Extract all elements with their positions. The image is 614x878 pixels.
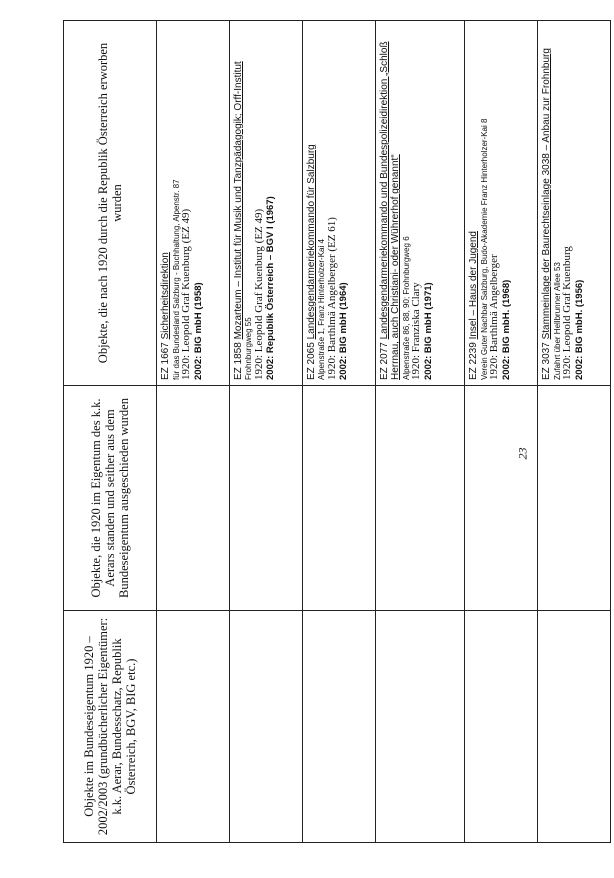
table-row <box>375 21 464 843</box>
cell-col1 <box>538 611 611 843</box>
ez-number: EZ 3037 <box>541 342 553 380</box>
cell-col1 <box>302 611 375 843</box>
object-address: Alpenstraße 86, 88, 90; Frohnburgweg 6 <box>401 236 411 380</box>
object-address: Zufahrt über Hellbrunner Allee 53 <box>552 262 562 380</box>
owner-2002: 2002: BIG mbH (1958) <box>192 282 204 380</box>
ez-number: EZ 2065 <box>305 342 317 380</box>
cell-col1 <box>229 611 302 843</box>
rotated-table-sheet <box>63 21 611 843</box>
cell-col2 <box>302 386 375 611</box>
acquired-entry <box>538 21 611 386</box>
owner-2002: 2002: BIG mbH. (1968) <box>500 279 512 380</box>
owner-1920: 1920: Leopold Graf Kuenburg <box>561 246 574 380</box>
object-name: Landesgendarmeriekommando für Salzburg <box>305 144 317 340</box>
cell-col2 <box>229 386 302 611</box>
acquired-entry <box>157 21 230 386</box>
table-row <box>157 21 230 843</box>
table-row <box>465 21 538 843</box>
ez-number: EZ 1858 <box>232 342 244 380</box>
cell-col2 <box>465 386 538 611</box>
table-row <box>302 21 375 843</box>
owner-2002: 2002: BIG mbH (1964) <box>338 282 350 380</box>
header-row <box>64 21 157 843</box>
object-name: Insel – Haus der Jugend <box>468 231 480 340</box>
cell-col1 <box>375 611 464 843</box>
object-name: Sicherheitsdirektion <box>160 252 171 340</box>
table-row <box>538 21 611 843</box>
cell-col2 <box>375 386 464 611</box>
cell-col1 <box>157 611 230 843</box>
object-address: Verein Guter Nachbar Salzburg, Budo-Akademie Franz Hinterholzer-Kai 8 <box>479 118 489 380</box>
header-federal-property: Objekte im Bundeseigentum 1920 – 2002/2003 (grundbücherlicher Eigentümer: k.k. Aerar, Bundesschatz, Republik Österreich, BGV, BIG etc.) <box>64 611 157 843</box>
owner-1920: 1920: Leopold Graf Kuenburg (EZ 49) <box>180 208 192 380</box>
owner-1920: 1920: Barthlmä Angelberger (EZ 61) <box>325 217 338 380</box>
object-address: Alpenstraße 1, Franz Hinterholzer-Kai 4 <box>317 239 327 380</box>
header-divested-property: Objekte, die 1920 im Eigentum des k.k. Aerars standen und seither aus dem Bundeseigentum ausgeschieden wurden <box>64 386 157 611</box>
owner-1920: 1920: Barthlmä Angelberger <box>488 254 501 380</box>
ez-number: EZ 1667 <box>160 342 171 380</box>
ez-number: EZ 2239 <box>468 342 480 380</box>
acquired-entry <box>465 21 538 386</box>
owner-1920: 1920: Leopold Graf Kuenburg (EZ 49) <box>252 208 265 380</box>
cell-col2 <box>538 386 611 611</box>
ez-number: EZ 2077 <box>378 342 390 380</box>
object-name: Stammeinlage der Baurechtseinlage 3038 – Anbau zur Frohnburg <box>541 48 553 340</box>
owner-2002: 2002: BIG mbH. (1956) <box>573 279 585 380</box>
page-number: 23 <box>515 447 530 460</box>
cell-col1 <box>465 611 538 843</box>
cell-col2 <box>157 386 230 611</box>
owner-1920: 1920: Franziska Clary <box>410 282 423 380</box>
object-name: Landesgendarmeriekommando und Bundespolizeidirektion „Schloß Herrnau, auch Christiani- oder Wührerhof genannt“ <box>378 41 402 380</box>
acquired-entry <box>302 21 375 386</box>
object-address: Frohnburgweg 55 <box>244 317 254 380</box>
acquired-entry <box>229 21 302 386</box>
acquired-entry <box>375 21 464 386</box>
header-acquired-property: Objekte, die nach 1920 durch die Republik Österreich erworben wurden <box>64 21 157 386</box>
object-name: Mozarteum – Institut für Musik und Tanzpädagogik; Orff-Institut <box>232 61 244 340</box>
property-table <box>63 20 611 843</box>
owner-2002: 2002: Republik Österreich – BGV I (1967) <box>265 196 277 380</box>
table-row <box>229 21 302 843</box>
object-address: für das Bundesland Salzburg - Buchhaltung, Alpenstr. 87 <box>171 179 181 380</box>
owner-2002: 2002: BIG mbH (1971) <box>422 282 434 380</box>
